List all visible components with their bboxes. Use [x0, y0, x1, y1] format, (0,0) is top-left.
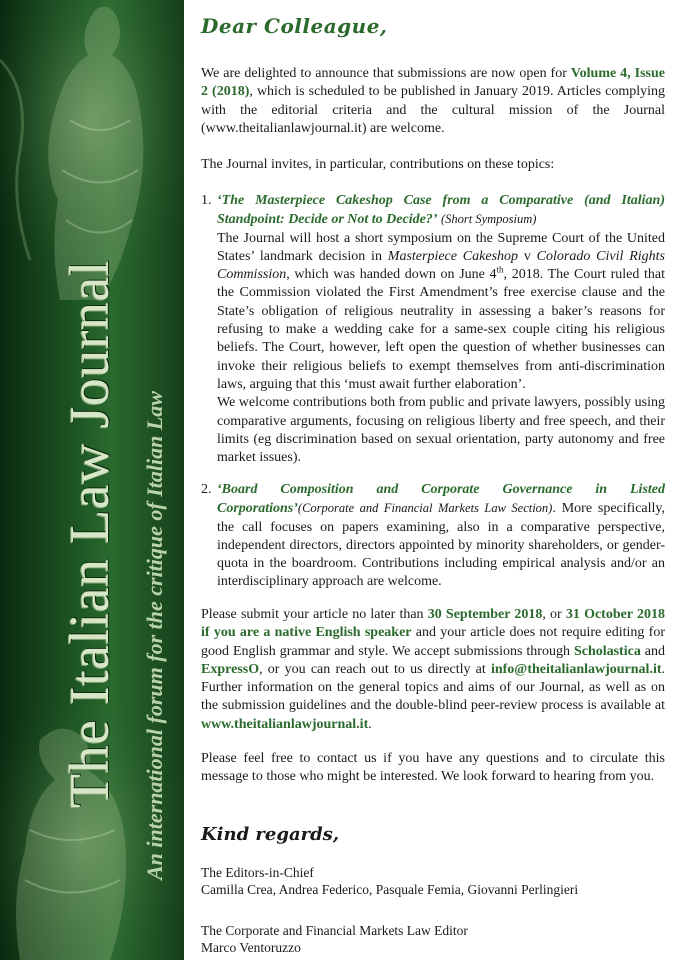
- sub-text: . Further information on the general topics and aims of our Journal, as well as on the submission guidelines and the double-blind peer-review process is available at: [201, 661, 665, 714]
- journal-title: The Italian Law Journal: [59, 260, 121, 808]
- sub-text: and your article does not require editing for good English grammar and style. We accept submissions through: [201, 625, 665, 659]
- topic-welcome: We welcome contributions both from public and private lawyers, possibly using comparative arguments, focusing on religious liberty and free speech, and their limits (eg discrimination based on sexual orientation, party autonomy and free market issues).: [217, 395, 665, 466]
- topic-desc-rest: , 2018. The Court ruled that the Commission violated the First Amendment’s free exercise clause and the State’s obligation of religious neutrality in assessing a baker’s reasons for refusing to make a wedding cake for a same-sex couple citing his religious beliefs. The Court, however, left open the question of whether businesses can invoke their religious beliefs to exempt themselves from anti-discrimination laws, arguing that this ‘must await further elaboration’.: [217, 267, 665, 392]
- topics-intro: The Journal invites, in particular, contributions on these topics:: [201, 157, 555, 172]
- date-suffix: th: [496, 264, 504, 275]
- scholastica-link[interactable]: Scholastica: [573, 643, 641, 659]
- contact-paragraph: Please feel free to contact us if you have any questions and to circulate this message to those who might be interested. We look forward to hearing from you.: [201, 751, 665, 785]
- intro-text-cont: , which is scheduled to be published in January 2019. Articles complying with the editorial criteria and the cultural mission of the Journal (www.theitalianlawjournal.it) are welcome.: [201, 84, 665, 136]
- submission-paragraph: [201, 606, 665, 734]
- topic-number: 1.: [201, 193, 212, 208]
- topic-desc-cont: , which was handed down on June 4: [286, 267, 497, 283]
- section-editor-role: The Corporate and Financial Markets Law Editor: [201, 923, 468, 938]
- sub-text: , or you can reach out to us directly at: [259, 661, 491, 677]
- editors-role: The Editors-in-Chief: [201, 865, 314, 880]
- closing: Kind regards,: [201, 824, 340, 845]
- intro-text: We are delighted to announce that submissions are now open for: [201, 66, 571, 81]
- sub-text: .: [368, 716, 372, 732]
- website-link[interactable]: www.theitalianlawjournal.it: [201, 716, 369, 732]
- topic-number: 2.: [201, 482, 212, 497]
- sub-text: Please submit your article no later than: [201, 607, 428, 622]
- topic-title: ‘Board Composition and Corporate Governance in Listed Corporations’: [217, 482, 665, 517]
- topic-item-2: [201, 481, 665, 592]
- email-link[interactable]: info@theitalianlawjournal.it: [490, 661, 662, 677]
- intro-paragraph: [201, 65, 665, 138]
- topic-note: (Corporate and Financial Markets Law Section): [297, 501, 553, 516]
- greeting: Dear Colleague,: [201, 14, 388, 38]
- case-name-1: Masterpiece Cakeshop: [387, 248, 519, 264]
- journal-banner: [0, 0, 184, 960]
- sub-text: , or: [542, 607, 566, 622]
- topic-desc: The Journal will host a short symposium on the Supreme Court of the United States’ landmark decision in: [217, 230, 665, 264]
- topic-item-1: [201, 192, 665, 467]
- deadline-1: 30 September 2018: [427, 607, 543, 622]
- topic-note: (Short Symposium): [440, 212, 537, 227]
- section-editor-signature: [201, 922, 665, 956]
- section-editor-name: Marco Ventoruzzo: [201, 940, 301, 955]
- editors-names: Camilla Crea, Andrea Federico, Pasquale Femia, Giovanni Perlingieri: [201, 882, 579, 897]
- journal-subtitle: An international forum for the critique of Italian Law: [142, 391, 167, 880]
- expresso-link[interactable]: ExpressO: [201, 661, 260, 677]
- volume-issue: Volume 4, Issue 2 (2018): [201, 66, 665, 100]
- deadline-2: 31 October 2018 if you are a native English speaker: [201, 607, 665, 641]
- editors-signature: [201, 864, 665, 898]
- topic-desc: . More specifically, the call focuses on papers examining, also in a comparative perspective, independent directors, directors appointed by minority shareholders, or gender-quota in the boardroom. Contributions including empirical analysis and/or an interdisciplinary approach are welcome.: [217, 501, 665, 590]
- sub-text: and: [640, 643, 666, 659]
- case-versus: v: [518, 248, 537, 264]
- case-name-2: Colorado Civil Rights Commission: [217, 248, 665, 283]
- topic-title: ‘The Masterpiece Cakeshop Case from a Comparative (and Italian) Standpoint: Decide or Not to Decide?’: [217, 193, 665, 228]
